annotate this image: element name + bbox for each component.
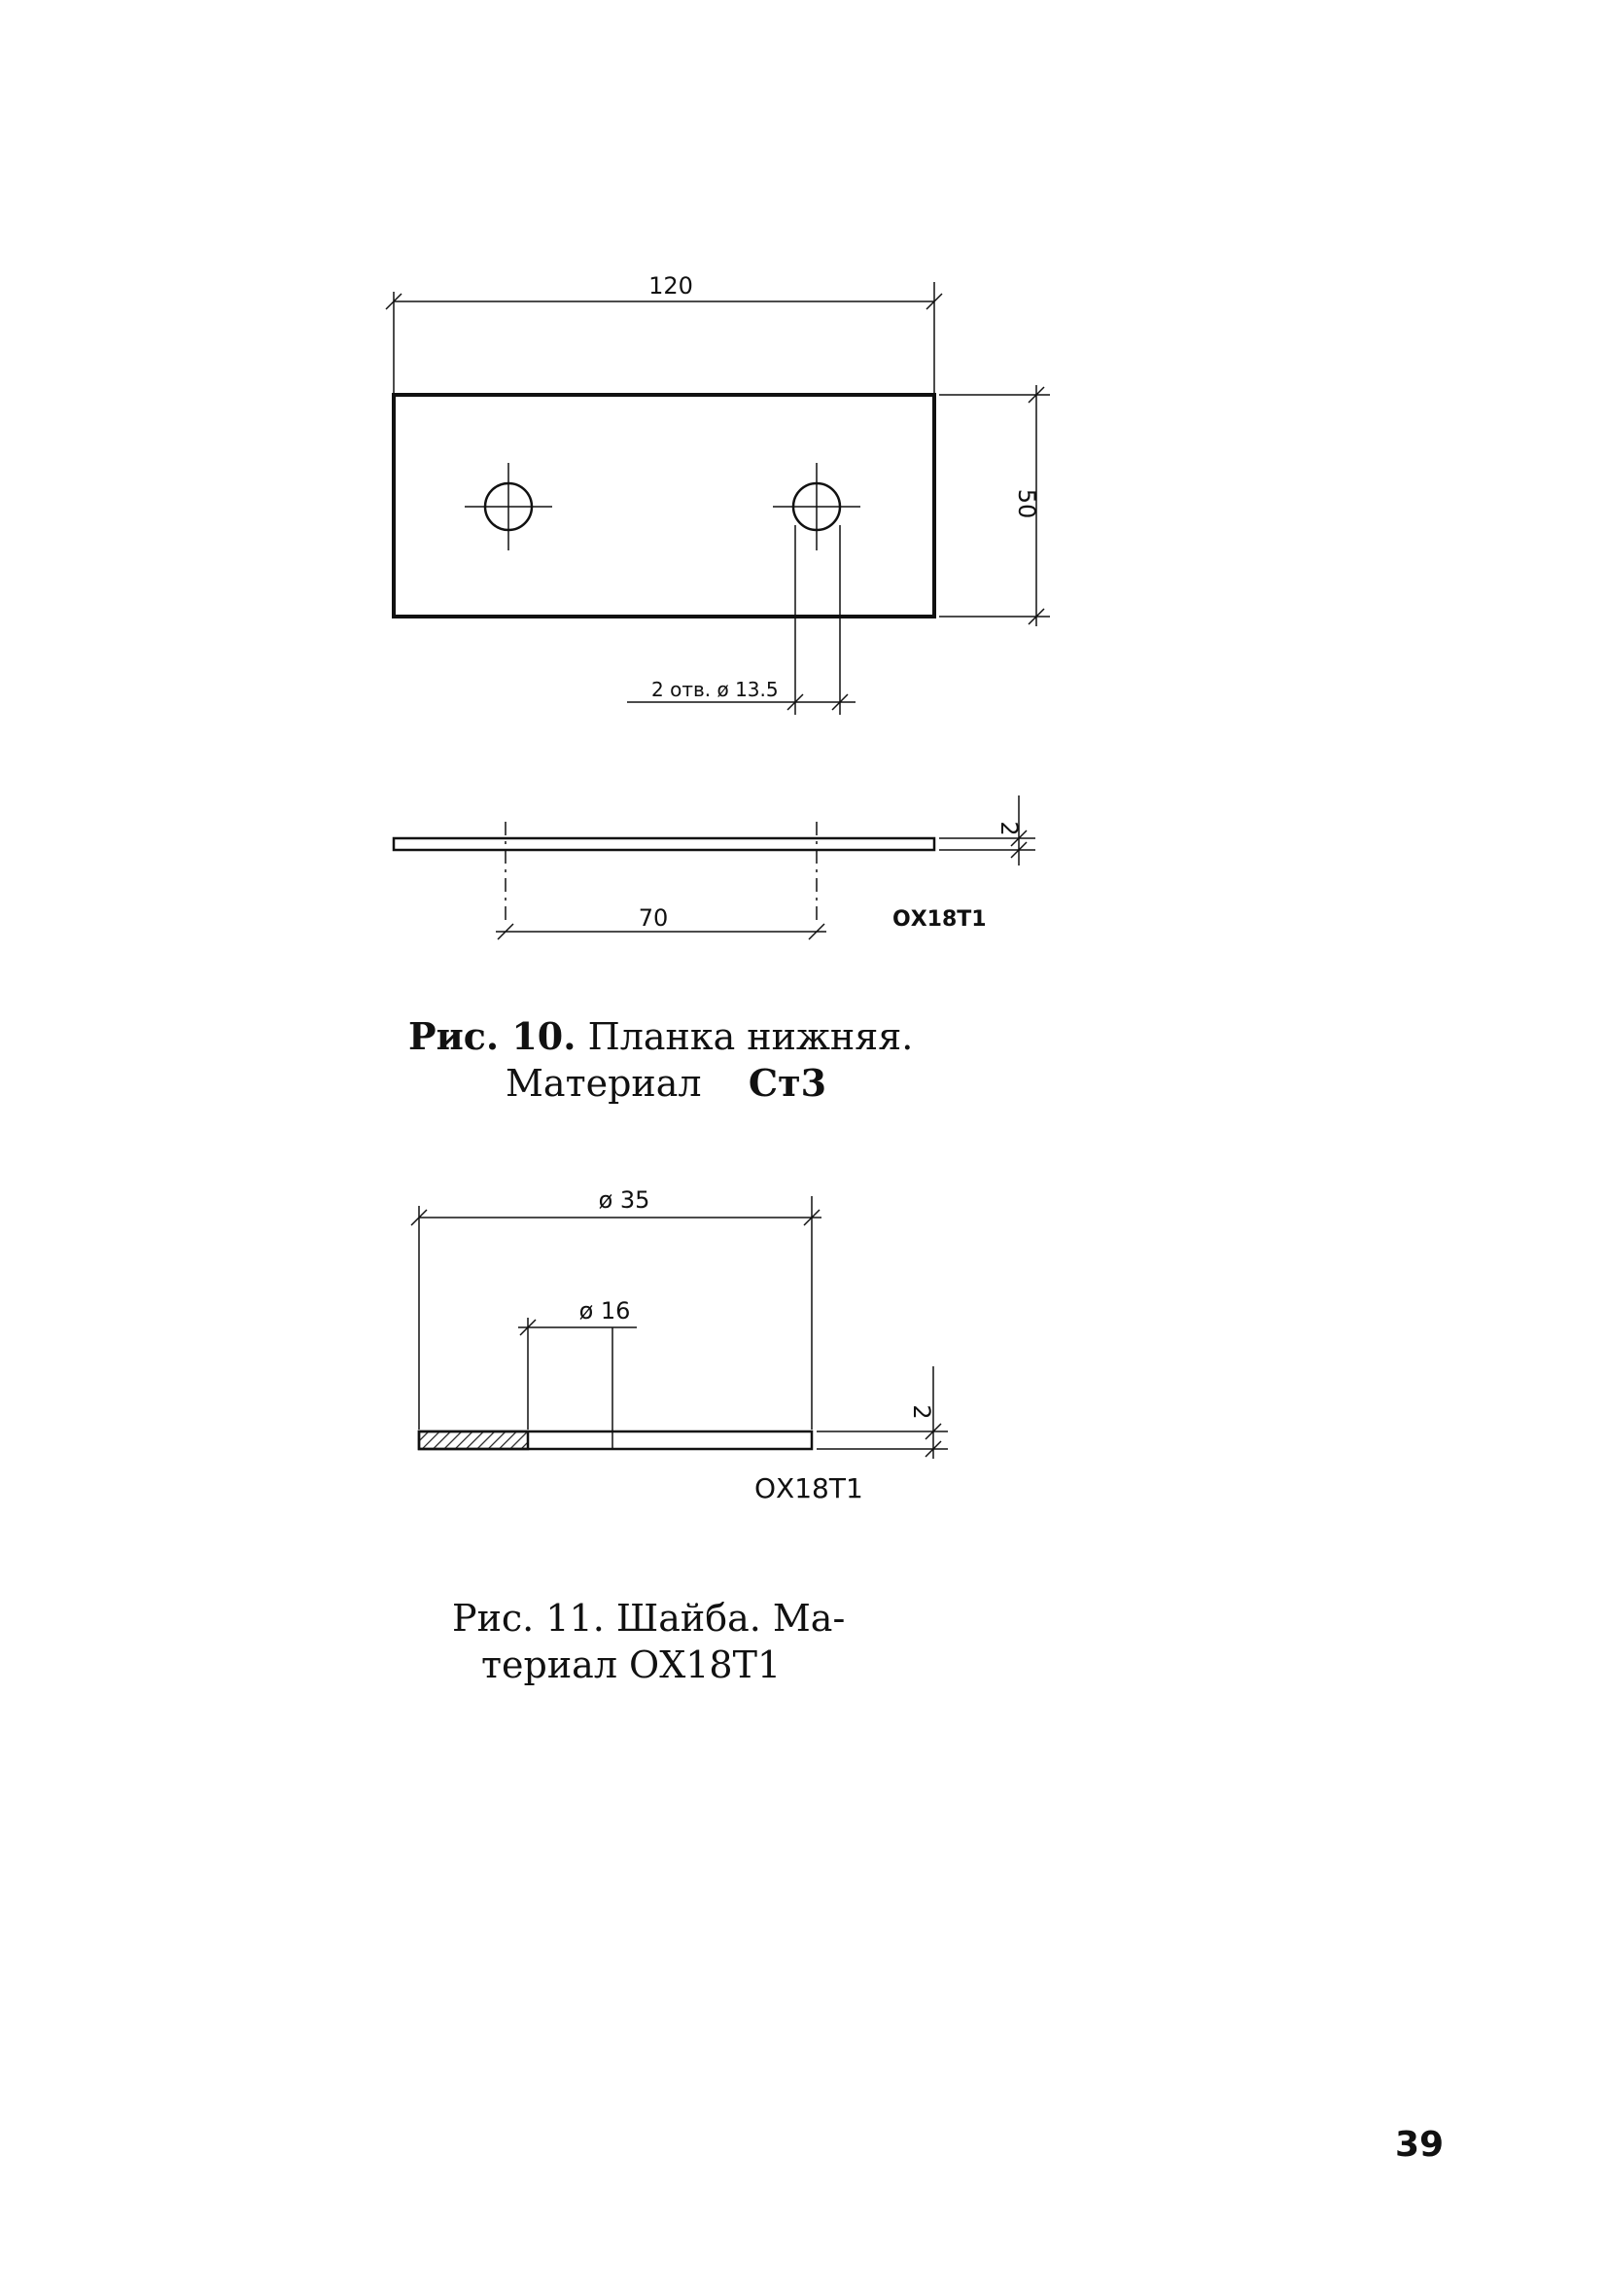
fig11-caption bbox=[452, 1595, 845, 1688]
fig10-caption-label: Рис. 10. bbox=[408, 1014, 576, 1058]
fig11-caption-line1: Рис. 11. Шайба. Ма- bbox=[452, 1597, 846, 1640]
fig11-washer-section bbox=[411, 1196, 948, 1459]
dim-spacing-label: 70 bbox=[638, 904, 669, 932]
left-hole bbox=[465, 463, 552, 550]
fig10-caption-material-label: Материал bbox=[506, 1062, 702, 1105]
fig10-caption-material-value: Ст3 bbox=[748, 1061, 827, 1105]
dim-holes-label: 2 отв. ø 13.5 bbox=[651, 678, 779, 701]
dim-washer-thickness-label: 2 bbox=[908, 1404, 935, 1420]
dim-height-label: 50 bbox=[1013, 488, 1040, 519]
dim-inner-diameter bbox=[518, 1318, 637, 1430]
fig10-material-note: ОХ18Т1 bbox=[892, 907, 987, 932]
right-hole bbox=[773, 463, 860, 550]
dim-width-label: 120 bbox=[648, 272, 693, 300]
fig10-top-view bbox=[386, 282, 1050, 715]
fig10-caption bbox=[408, 1013, 913, 1107]
dim-thickness-label: 2 bbox=[996, 821, 1023, 836]
page-number: 39 bbox=[1395, 2125, 1445, 2165]
fig11-caption-line2: териал ОХ18Т1 bbox=[481, 1643, 782, 1686]
fig10-caption-line2 bbox=[408, 1060, 913, 1107]
washer-section-hatch bbox=[419, 1431, 528, 1449]
plate-side-profile bbox=[394, 838, 934, 850]
fig10-caption-line1 bbox=[408, 1013, 913, 1060]
plate-outline bbox=[394, 395, 934, 617]
fig11-material-note: ОХ18Т1 bbox=[754, 1472, 863, 1504]
dim-outer-diameter-label: ø 35 bbox=[598, 1186, 650, 1214]
dim-inner-diameter-label: ø 16 bbox=[578, 1297, 631, 1325]
fig10-caption-title: Планка нижняя. bbox=[587, 1015, 914, 1058]
